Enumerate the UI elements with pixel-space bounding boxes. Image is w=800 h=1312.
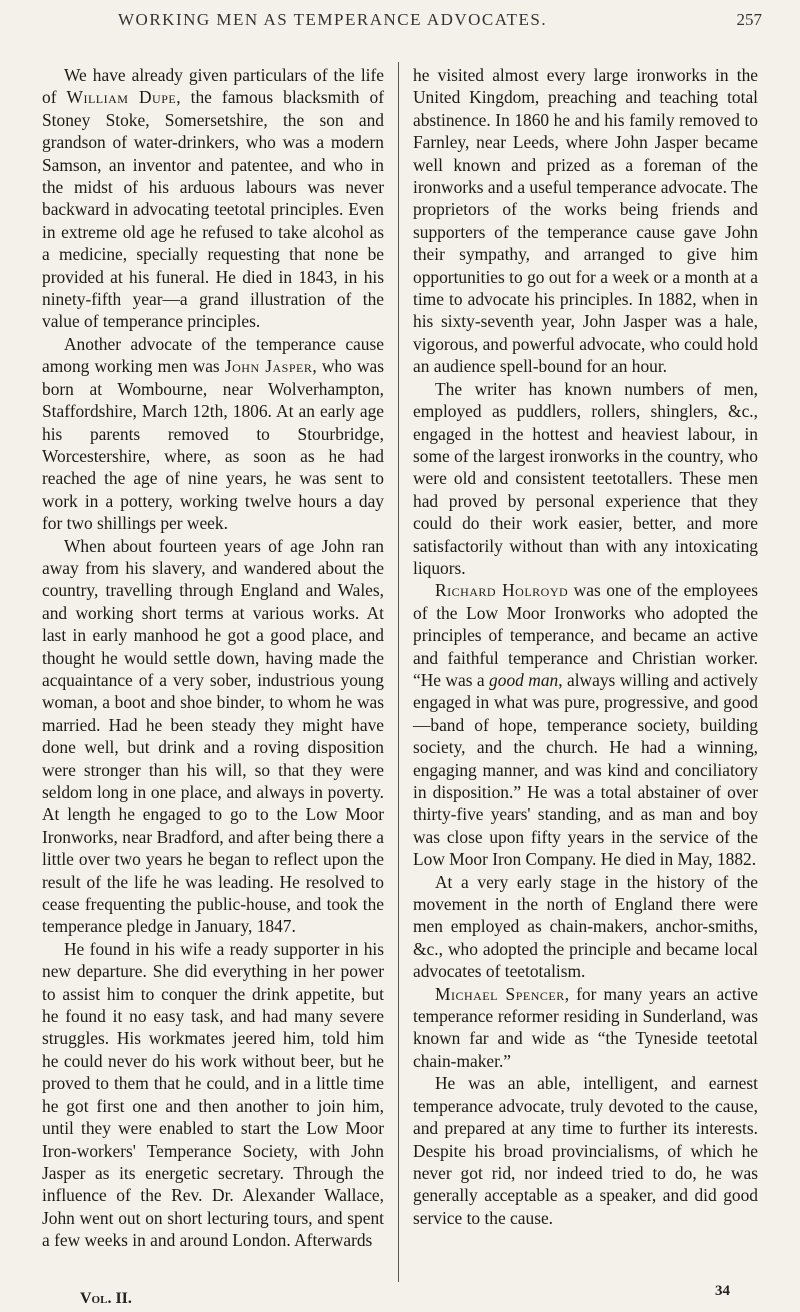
- paragraph-john-jasper-intro: Another advocate of the temperance cause among working men was John Jasper, who was born at Wombourne, near Wolverhampton, Staffordshire, March 12th, 1806. At an early age his parents removed to Stourbridge, Worcestershire, where, as soon as he had reached the age of nine years, he was sent to work in a pottery, working twelve hours a day for two shillings per week.: [42, 333, 384, 534]
- paragraph-chain-makers: At a very early stage in the history of the movement in the north of England there were men employed as chain-makers, anchor-smiths, &c., who adopted the principle and became local advocates of teetotalism.: [413, 871, 758, 982]
- paragraph-john-jasper-wife: He found in his wife a ready supporter in his new departure. She did everything in her power to assist him to conquer the drink appetite, but he found it no easy task, and had many severe struggles. His workmates jeered him, told him he could never do his work without beer, but he proved to them that he could, and in a little time he got first one and then another to join him, until they were enabled to start the Low Moor Iron-workers' Temperance Society, with John Jasper as its energetic secretary. Through the influence of the Rev. Dr. Alexander Wallace, John went out on short lecturing tours, and spent a few weeks in and around London. Afterwards: [42, 938, 384, 1251]
- page-header: [0, 10, 800, 40]
- page-number: 257: [736, 10, 762, 29]
- paragraph-john-jasper-continued: he visited almost every large ironworks in the United Kingdom, preaching and teaching total abstinence. In 1860 he and his family removed to Farnley, near Leeds, where John Jasper became well known and prized as a foreman of the ironworks and a useful temperance advocate. The proprietors of the works being friends and supporters of the temperance cause gave John their sympathy, and arranged to give him opportunities to go out for a week or a month at a time to advocate his principles. In 1882, when in his sixty-seventh year, John Jasper was a hale, vigorous, and powerful advocate, who could hold an audience spell-bound for an hour.: [413, 65, 758, 377]
- paragraph-michael-spencer-advocate: He was an able, intelligent, and earnest temperance advocate, truly devoted to the cause, and prepared at any time to further its interests. Despite his broad provincialisms, of which he never got rid, nor indeed tried to do, he was generally acceptable as a speaker, and did good service to the cause.: [413, 1073, 758, 1228]
- signature-mark: 34: [715, 1283, 730, 1299]
- paragraph-richard-holroyd: Richard Holroyd was one of the employees of the Low Moor Ironworks who adopted the principles of temperance, and became an active and faithful temperance and Christian worker. “He was a good man, always willing and actively engaged in what was pure, progressive, and good—band of hope, temperance society, building society, and the church. He had a winning, engaging manner, and was kind and conciliatory in disposition.” He was a total abstainer of over thirty-five years' standing, and as man and boy was close upon fifty years in the service of the Low Moor Iron Company. He died in May, 1882.: [413, 580, 758, 870]
- paragraph-ironworkers: The writer has known numbers of men, employed as puddlers, rollers, shinglers, &c., engaged in the hottest and heaviest labour, in some of the largest ironworks in the country, who were old and consistent teetotallers. These men had proved by personal experience that they could do their work easier, better, and more satisfactorily without than with any intoxicating liquors.: [413, 378, 758, 578]
- person-name: John Jasper: [224, 356, 313, 377]
- person-name: Richard Holroyd: [435, 580, 569, 601]
- column-divider: [398, 62, 399, 1282]
- paragraph-william-dupe: We have already given particulars of the life of William Dupe, the famous blacksmith of Stoney Stoke, Somersetshire, the son and grandson of water-drinkers, who was a modern Samson, an inventor and patentee, and who in the midst of his arduous labours was never backward in advocating teetotal principles. Even in extreme old age he refused to take alcohol as a medicine, specially requesting that none be provided at his funeral. He died in 1843, in his ninety-fifth year—a grand illustration of the value of temperance principles.: [42, 65, 385, 332]
- paragraph-michael-spencer: Michael Spencer, for many years an active temperance reformer residing in Sunderland, was known far and wide as “the Tyneside teetotal chain-maker.”: [413, 983, 758, 1071]
- paragraph-john-jasper-youth: When about fourteen years of age John ran away from his slavery, and wandered about the country, travelling through England and Wales, and working short terms at various works. At last in early manhood he got a good place, and thought he would settle down, having made the acquaintance of a very sober, industrious young woman, a boot and shoe binder, to whom he was married. Had he been steady they might have done well, but drink and a roving disposition were stronger than his will, so that they were seldom long in one place, and always in poverty. At length he engaged to go to the Low Moor Ironworks, near Bradford, and after being there a little over two years he began to reflect upon the result of the life he was leading. He resolved to cease frequenting the public-house, and took the temperance pledge in January, 1847.: [42, 535, 384, 937]
- volume-label: Vol. II.: [80, 1290, 132, 1307]
- person-name: William Dupe: [66, 87, 177, 108]
- running-head: WORKING MEN AS TEMPERANCE ADVOCATES.: [118, 10, 548, 29]
- person-name: Michael Spencer: [435, 983, 565, 1004]
- left-column: [42, 64, 384, 1252]
- right-column: [413, 64, 758, 1229]
